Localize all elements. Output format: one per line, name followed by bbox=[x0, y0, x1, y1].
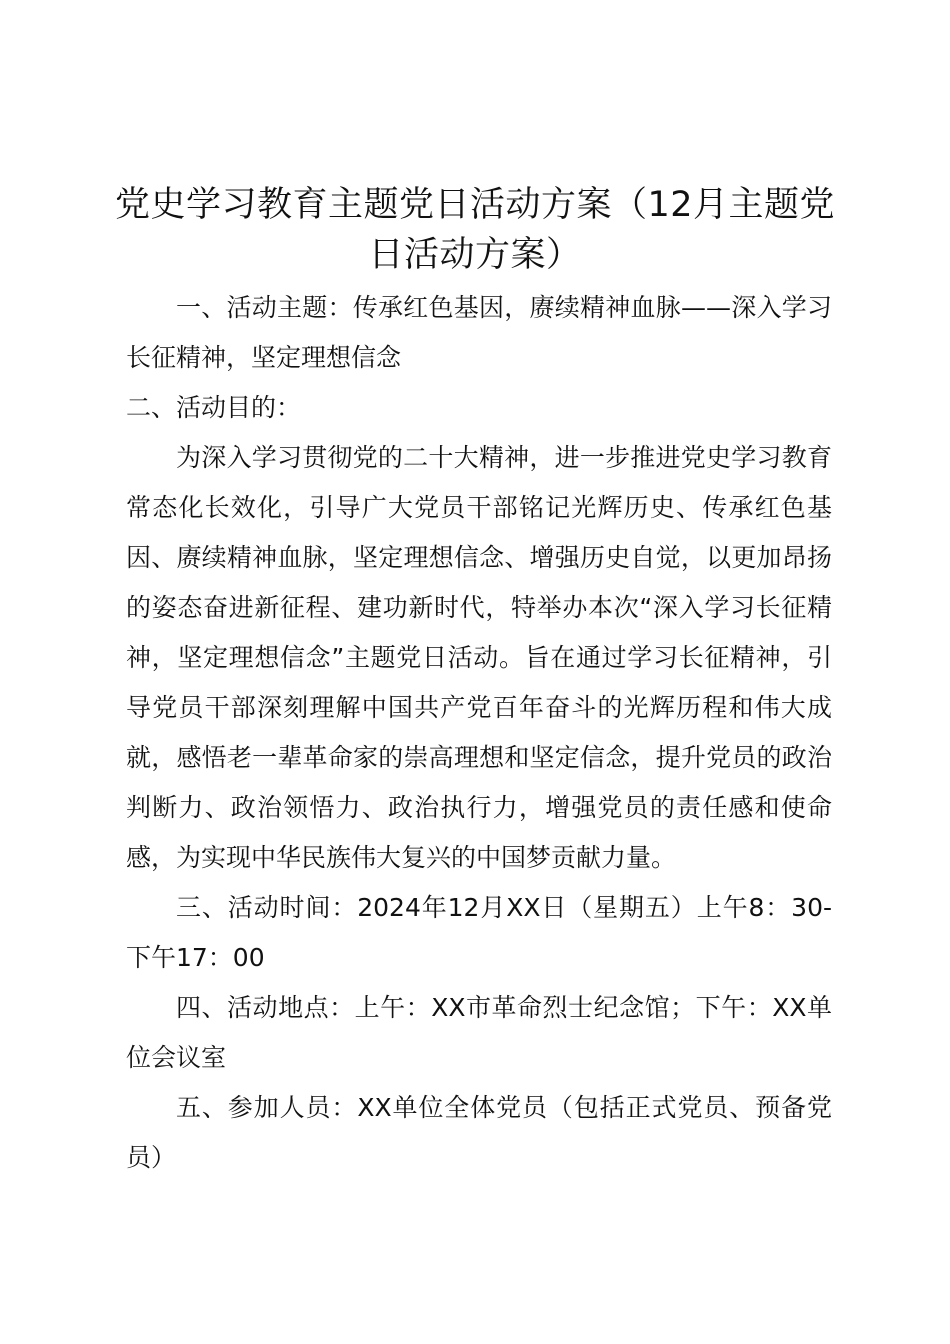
section-location: 四、活动地点：上午：XX市革命烈士纪念馆；下午：XX单位会议室 bbox=[126, 993, 832, 1072]
section-purpose-body: 为深入学习贯彻党的二十大精神，进一步推进党史学习教育常态化长效化，引导广大党员干部铭记光辉历史、传承红色基因、赓续精神血脉，坚定理想信念、增强历史自觉，以更加昂扬的姿态奋进新征程、建功新时代，特举办本次“深入学习长征精神，坚定理想信念”主题党日活动。旨在通过学习长征精神，引导党员干部深刻理解中国共产党百年奋斗的光辉历程和伟大成就，感悟老一辈革命家的崇高理想和坚定信念，提升党员的政治判断力、政治领悟力、政治执行力，增强党员的责任感和使命感，为实现中华民族伟大复兴的中国梦贡献力量。 bbox=[126, 443, 832, 872]
section-participants: 五、参加人员：XX单位全体党员（包括正式党员、预备党员） bbox=[126, 1093, 832, 1172]
section-purpose-heading: 二、活动目的： bbox=[126, 393, 302, 422]
document-title: 党史学习教育主题党日活动方案（12月主题党日活动方案） bbox=[114, 185, 836, 275]
section-time: 三、活动时间：2024年12月XX日（星期五）上午8：30-下午17：00 bbox=[126, 893, 832, 972]
section-theme: 一、活动主题：传承红色基因，赓续精神血脉——深入学习长征精神，坚定理想信念 bbox=[126, 293, 832, 372]
document-body bbox=[126, 283, 832, 1183]
